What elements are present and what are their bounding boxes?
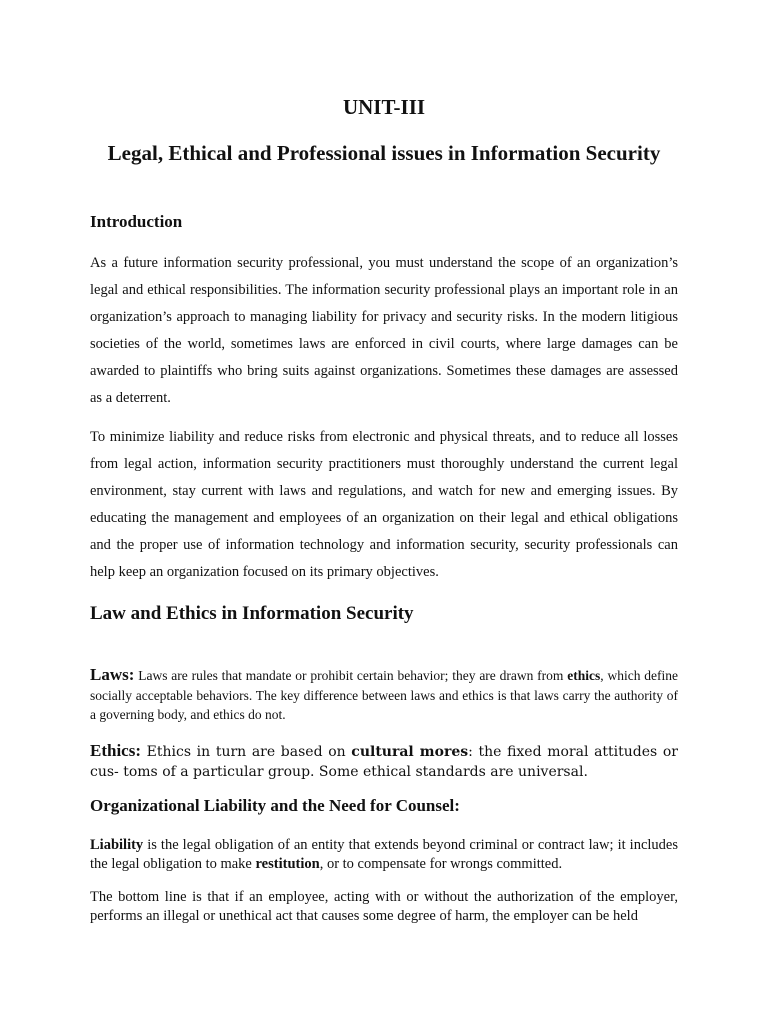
laws-ethics-bold: ethics xyxy=(567,668,601,683)
org-liability-heading: Organizational Liability and the Need for Counsel: xyxy=(90,796,460,815)
laws-text-2: , which define socially acceptable behaviors. The key difference between laws and ethics is that laws carry the authority of a governing body, and ethics do not. xyxy=(90,668,678,722)
liability-text-1: is the legal obligation of an entity that extends beyond criminal or contract law; it includes the legal obligation to make xyxy=(90,837,678,872)
liability-bold: Liability xyxy=(90,837,144,853)
bottom-line-paragraph: The bottom line is that if an employee, acting with or without the authorization of the employer, performs an illegal or unethical act that causes some degree of harm, the employer can be held xyxy=(90,889,678,924)
liability-paragraph xyxy=(90,836,678,874)
laws-term: Laws: xyxy=(90,665,135,684)
ethics-term: Ethics: xyxy=(90,741,141,760)
unit-heading: UNIT-III xyxy=(342,95,426,119)
intro-paragraph-1: As a future information security professional, you must understand the scope of an organization’s legal and ethical responsibilities. The information security professional plays an important role in an organization’s approach to managing liability for privacy and security risks. In the modern litigious societies of the world, sometimes laws are enforced in civil courts, where large damages can be awarded to plaintiffs who bring suits against organizations. Sometimes these damages are assessed as a deterrent. xyxy=(90,255,678,406)
ethics-definition xyxy=(90,741,678,782)
restitution-bold: restitution xyxy=(255,856,320,872)
intro-paragraph-2: To minimize liability and reduce risks from electronic and physical threats, and to reduce all losses from legal action, information security practitioners must thoroughly understand the current legal environment, stay current with laws and regulations, and watch for new and emerging issues. By educating the management and employees of an organization on their legal and ethical obligations and the proper use of information technology and information security, security professionals can help keep an organization focused on its primary objectives. xyxy=(90,429,678,580)
ethics-text-1: Ethics in turn are based on xyxy=(141,744,352,760)
laws-definition xyxy=(90,665,678,725)
laws-text-1: Laws are rules that mandate or prohibit certain behavior; they are drawn from xyxy=(134,668,568,683)
document-title: Legal, Ethical and Professional issues in Information Security xyxy=(107,141,661,165)
ethics-text-2: : the fixed moral attitudes or cus- toms of a particular group. Some ethical standards are universal. xyxy=(90,744,679,780)
introduction-heading: Introduction xyxy=(90,212,183,231)
cultural-mores-bold: cultural mores xyxy=(351,744,469,760)
law-ethics-heading: Law and Ethics in Information Security xyxy=(90,603,414,624)
liability-text-2: , or to compensate for wrongs committed. xyxy=(319,856,563,872)
